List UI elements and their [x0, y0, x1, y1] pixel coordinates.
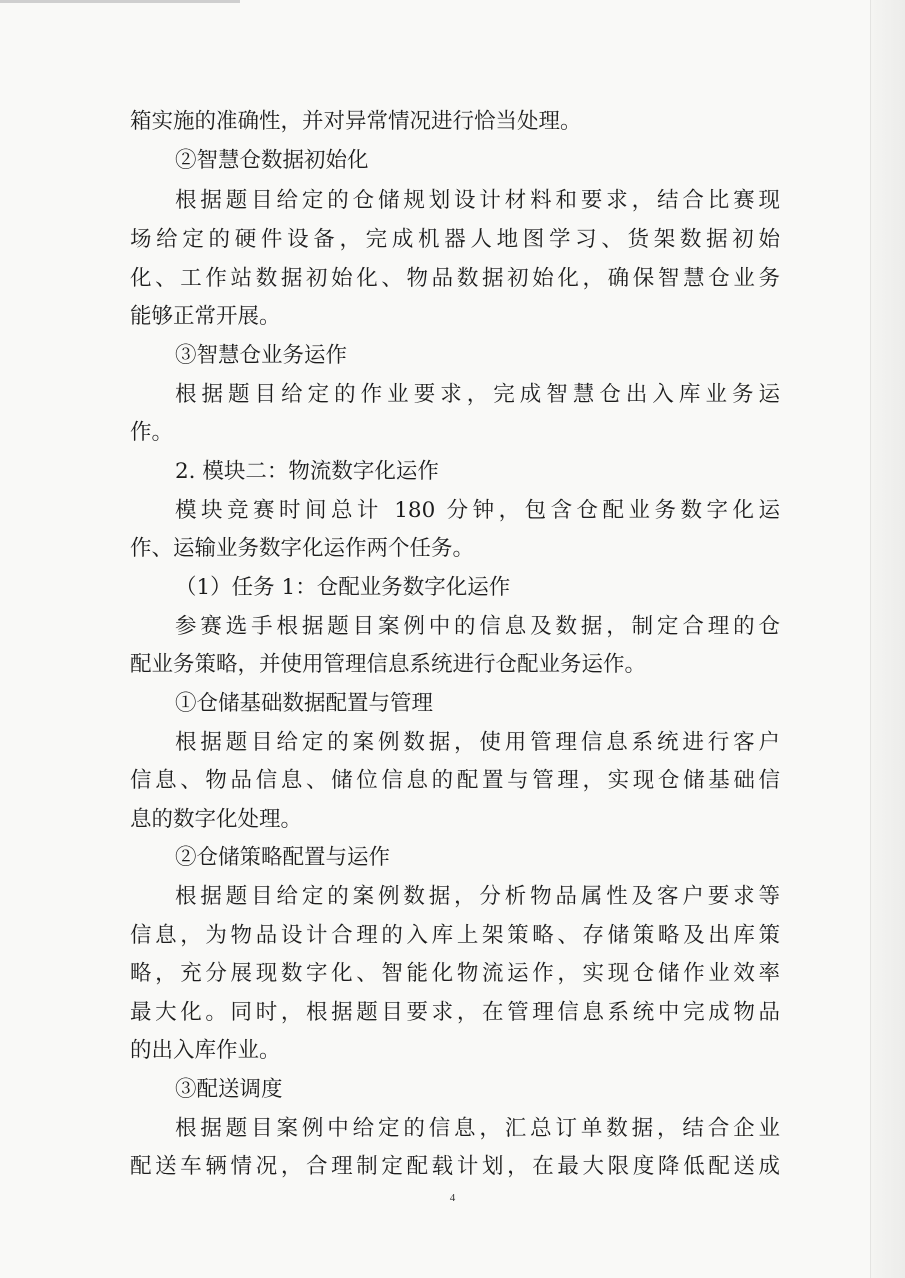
- page-number: 4: [449, 1192, 456, 1204]
- paragraph-line: 信息，为物品设计合理的入库上架策略、存储策略及出库策: [130, 923, 780, 948]
- paragraph-line: 根据题目案例中给定的信息，汇总订单数据，结合企业: [175, 1116, 780, 1141]
- paragraph-line: 配送车辆情况，合理制定配载计划，在最大限度降低配送成: [130, 1154, 780, 1179]
- scan-edge-right: [870, 0, 905, 1278]
- paragraph-line: 场给定的硬件设备，完成机器人地图学习、货架数据初始: [130, 227, 780, 252]
- paragraph-line: 根据题目给定的作业要求，完成智慧仓出入库业务运: [175, 382, 780, 407]
- paragraph-line: 最大化。同时，根据题目要求，在管理信息系统中完成物品: [130, 1000, 780, 1025]
- paragraph-line: 根据题目给定的仓储规划设计材料和要求，结合比赛现: [175, 188, 780, 213]
- section-heading: ①仓储基础数据配置与管理: [175, 691, 434, 716]
- paragraph-line: 的出入库作业。: [130, 1038, 281, 1063]
- paragraph-line: 根据题目给定的案例数据，使用管理信息系统进行客户: [175, 730, 780, 755]
- paragraph-line: 化、工作站数据初始化、物品数据初始化，确保智慧仓业务: [130, 266, 780, 291]
- section-heading: ②智慧仓数据初始化: [175, 148, 369, 173]
- paragraph-line: 模块竞赛时间总计 180 分钟，包含仓配业务数字化运: [175, 498, 780, 523]
- paragraph-line: 作、运输业务数字化运作两个任务。: [130, 536, 475, 561]
- paragraph-line: 作。: [130, 420, 174, 445]
- section-heading: ③配送调度: [175, 1077, 283, 1102]
- task-heading: （1）任务 1：仓配业务数字化运作: [175, 575, 511, 600]
- paragraph-line: 信息、物品信息、储位信息的配置与管理，实现仓储基础信: [130, 768, 780, 793]
- paragraph-line: 配业务策略，并使用管理信息系统进行仓配业务运作。: [130, 652, 647, 677]
- module-heading: 2. 模块二：物流数字化运作: [175, 459, 439, 484]
- scan-edge-top: [0, 0, 240, 3]
- paragraph-line: 息的数字化处理。: [130, 807, 303, 832]
- paragraph-line: 参赛选手根据题目案例中的信息及数据，制定合理的仓: [175, 614, 780, 639]
- paragraph-line: 能够正常开展。: [130, 304, 281, 329]
- paragraph-line: 根据题目给定的案例数据，分析物品属性及客户要求等: [175, 884, 780, 909]
- paragraph-line: 箱实施的准确性，并对异常情况进行恰当处理。: [130, 109, 582, 134]
- section-heading: ③智慧仓业务运作: [175, 343, 348, 368]
- paragraph-line: 略，充分展现数字化、智能化物流运作，实现仓储作业效率: [130, 961, 780, 986]
- section-heading: ②仓储策略配置与运作: [175, 845, 391, 870]
